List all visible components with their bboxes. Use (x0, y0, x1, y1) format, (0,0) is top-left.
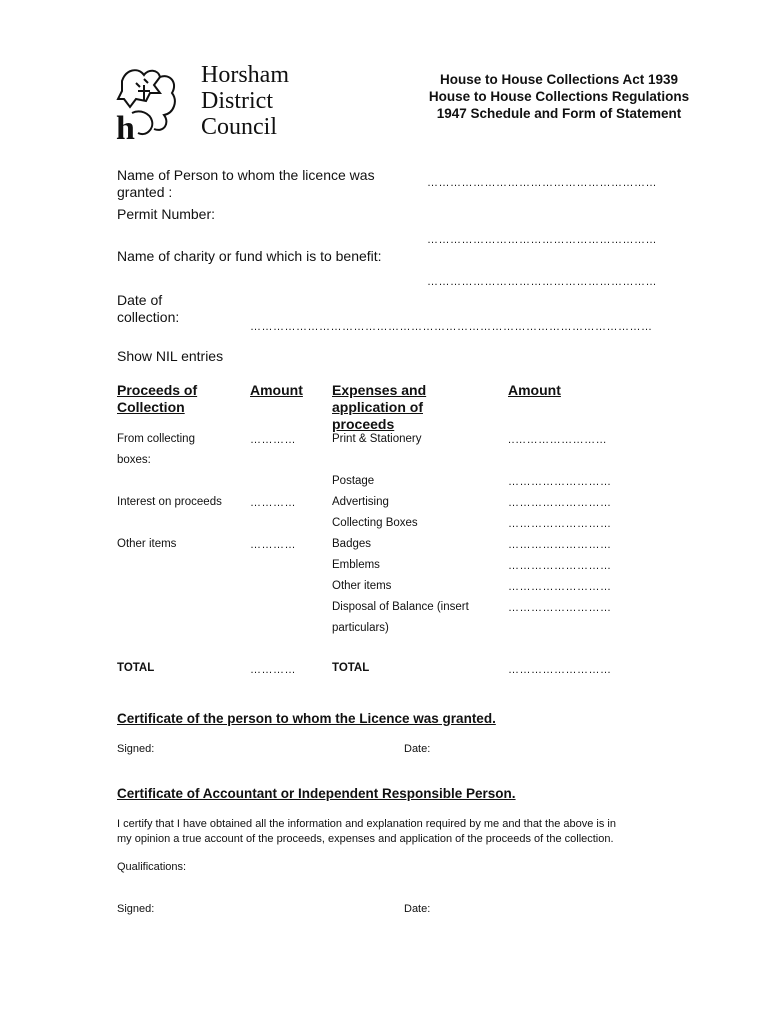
proceeds-amount-field[interactable]: ………… (250, 434, 296, 446)
expense-row-label: Collecting Boxes (332, 517, 418, 529)
charity-field[interactable]: …………………………………………………… (427, 276, 657, 288)
amount-header-2: Amount (508, 382, 561, 398)
expense-amount-field[interactable]: ……………………… (508, 539, 612, 551)
expense-row-label: Emblems (332, 559, 380, 571)
expense-amount-field[interactable]: ……………………… (508, 476, 612, 488)
expenses-header-line-3: proceeds (332, 416, 395, 432)
charity-label: Name of charity or fund which is to benefit: (117, 248, 382, 264)
expenses-header-line-1: Expenses and (332, 382, 427, 398)
expense-amount-field[interactable]: ……………………… (508, 581, 612, 593)
proceeds-amount-field[interactable]: ………… (250, 539, 296, 551)
expenses-header-line-2: application of (332, 399, 423, 415)
title-line-2: House to House Collections Regulations (428, 89, 690, 104)
expenses-total-label: TOTAL (332, 662, 370, 674)
proceeds-amount-field[interactable]: ………… (250, 497, 296, 509)
licence-holder-label (117, 167, 375, 201)
proceeds-row-label: boxes: (117, 454, 151, 466)
title-line-1: House to House Collections Act 1939 (439, 72, 679, 87)
expenses-header (332, 382, 426, 433)
collection-date-field[interactable]: …………………………………………………………………………………………… (250, 321, 653, 333)
proceeds-row-label: Interest on proceeds (117, 496, 222, 508)
licence-holder-date-label: Date: (404, 743, 431, 755)
collection-date-label-line-2: collection: (117, 309, 180, 325)
expense-row-label: Other items (332, 580, 392, 592)
collection-date-label-line-1: Date of (117, 292, 163, 308)
accountant-certification-text (117, 817, 717, 847)
accountant-certification-line-1: I certify that I have obtained all the information and explanation required by me and that the above is in (117, 818, 616, 830)
collection-date-label (117, 292, 179, 326)
logo-line-3: Council (201, 114, 277, 140)
amount-header-1: Amount (250, 382, 303, 398)
expense-row-label: Disposal of Balance (insert (332, 601, 469, 613)
proceeds-header (117, 382, 197, 416)
form-title (400, 71, 718, 122)
proceeds-total-field[interactable]: ………… (250, 664, 296, 676)
accountant-date-label: Date: (404, 903, 431, 915)
licence-holder-label-line-1: Name of Person to whom the licence was (117, 167, 375, 183)
expense-amount-field[interactable]: ..…………………… (508, 434, 608, 446)
qualifications-label: Qualifications: (117, 861, 187, 873)
title-line-3: 1947 Schedule and Form of Statement (436, 106, 682, 121)
expense-row-label: Badges (332, 538, 372, 550)
permit-number-field[interactable]: …………………………………………………… (427, 234, 657, 246)
expense-row-label: Print & Stationery (332, 433, 422, 445)
proceeds-total-label: TOTAL (117, 662, 155, 674)
proceeds-header-line-1: Proceeds of (117, 382, 198, 398)
expense-amount-field[interactable]: ……………………… (508, 602, 612, 614)
proceeds-header-line-2: Collection (117, 399, 185, 415)
permit-number-label: Permit Number: (117, 206, 216, 222)
expense-amount-field[interactable]: ……………………… (508, 497, 612, 509)
expenses-total-field[interactable]: ……………………… (508, 664, 612, 676)
accountant-certification-line-2: my opinion a true account of the proceeds, expenses and application of the proceeds of the collection. (117, 833, 614, 845)
expense-row-label: particulars) (332, 622, 389, 634)
proceeds-row-label: Other items (117, 538, 177, 550)
council-crest-icon (114, 63, 184, 143)
accountant-signed-label: Signed: (117, 903, 155, 915)
svg-text:h: h (116, 110, 135, 143)
logo-line-2: District (201, 88, 273, 114)
proceeds-row-label: From collecting (117, 433, 195, 445)
licence-holder-field[interactable]: …………………………………………………… (427, 177, 657, 189)
licence-holder-certificate-title: Certificate of the person to whom the Licence was granted. (117, 711, 496, 726)
licence-holder-label-line-2: granted : (117, 184, 173, 200)
logo-line-1: Horsham (201, 62, 289, 88)
expense-amount-field[interactable]: ……………………… (508, 518, 612, 530)
expense-amount-field[interactable]: ……………………… (508, 560, 612, 572)
accountant-certificate-title: Certificate of Accountant or Independent Responsible Person. (117, 786, 516, 801)
nil-entries-note: Show NIL entries (117, 348, 224, 364)
expense-row-label: Postage (332, 475, 375, 487)
council-logo-text (201, 62, 289, 140)
expense-row-label: Advertising (332, 496, 389, 508)
licence-holder-signed-label: Signed: (117, 743, 155, 755)
